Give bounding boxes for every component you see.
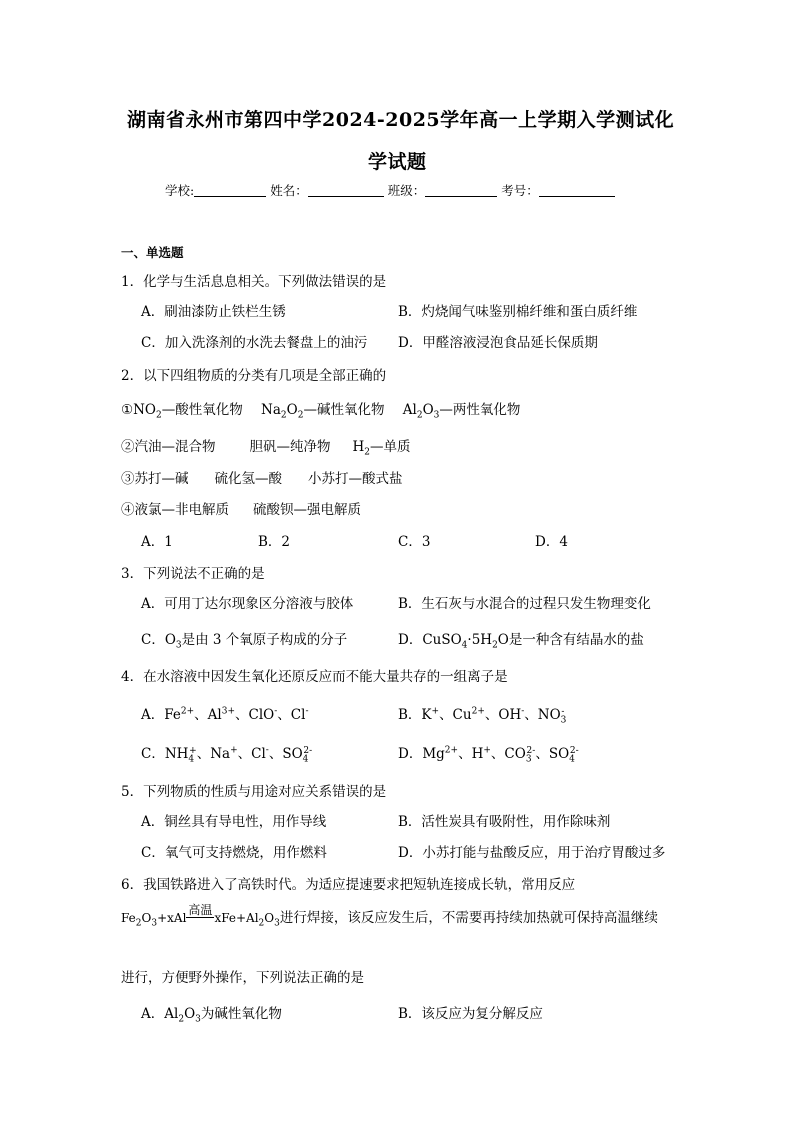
- q2-item: 胆矾—纯净物: [249, 439, 331, 455]
- q2-class-text: —碱性氧化物: [303, 402, 385, 418]
- subscript: 2: [416, 410, 423, 421]
- q2-group-1: [121, 398, 521, 421]
- formula-part: O: [184, 1006, 196, 1022]
- superscript: 2+: [180, 706, 195, 717]
- school-blank[interactable]: [194, 183, 266, 197]
- q1-option-d[interactable]: D．甲醛溶液浸泡食品延长保质期: [398, 335, 598, 351]
- ion: D．Mg: [398, 746, 445, 762]
- q2-class-text: —酸性氧化物: [161, 402, 243, 418]
- q2-item: 硫化氢—酸: [214, 471, 282, 487]
- subscript: 2: [258, 918, 265, 929]
- q3-option-b[interactable]: B．生石灰与水混合的过程只发生物理变化: [398, 596, 651, 612]
- q6-stem: 6．我国铁路进入了高铁时代。为适应提速要求把短轨连接成长轨，常用反应: [121, 877, 576, 893]
- subscript: 2: [492, 640, 498, 651]
- q5-option-a[interactable]: A．铜丝具有导电性，用作导线: [141, 814, 327, 830]
- q5-stem: 5．下列物质的性质与用途对应关系错误的是: [121, 784, 387, 800]
- option-text: 是一种含有结晶水的盐: [508, 632, 644, 648]
- option-text: C．O: [141, 632, 176, 648]
- formula-part: O: [286, 402, 298, 418]
- ion: 、ClO: [235, 707, 275, 723]
- name-label: 姓名：: [270, 183, 308, 198]
- exam-no-label: 考号：: [501, 183, 539, 198]
- subscript: 3: [195, 1014, 201, 1025]
- superscript: -: [521, 706, 525, 717]
- superscript: 2+: [471, 706, 485, 717]
- q4-option-b[interactable]: [398, 703, 567, 726]
- q1-option-b[interactable]: B．灼烧闻气味鉴别棉纤维和蛋白质纤维: [398, 304, 638, 320]
- q2-option-b[interactable]: B．2: [258, 534, 291, 550]
- formula-part: xFe+Al: [214, 911, 259, 925]
- ion: 、CO: [490, 746, 526, 762]
- ion: 、SO: [268, 746, 303, 762]
- ion: 、Cl: [277, 707, 306, 723]
- superscript: -: [265, 745, 269, 756]
- reaction-condition: [186, 903, 214, 918]
- subscript: 4: [569, 754, 575, 765]
- ion: A．Fe: [141, 707, 181, 723]
- q5-option-c[interactable]: C．氧气可支持燃烧，用作燃料: [141, 845, 327, 861]
- subscript: 4: [461, 640, 468, 651]
- exam-no-blank[interactable]: [539, 183, 615, 197]
- subscript: 3: [433, 410, 440, 421]
- q3-option-c[interactable]: [141, 628, 348, 651]
- superscript: 3+: [221, 706, 236, 717]
- q1-option-c[interactable]: C．加入洗涤剂的水洗去餐盘上的油污: [141, 335, 368, 351]
- subscript: 2: [280, 410, 287, 421]
- superscript: -: [561, 706, 565, 717]
- superscript: -: [305, 706, 309, 717]
- q3-option-a[interactable]: A．可用丁达尔现象区分溶液与胶体: [141, 596, 354, 612]
- q5-option-b[interactable]: B．活性炭具有吸附性，用作除味剂: [398, 814, 611, 830]
- option-text: D．: [398, 632, 423, 648]
- superscript: 2+: [444, 745, 459, 756]
- superscript: +: [189, 745, 197, 756]
- class-label: 班级：: [387, 183, 426, 198]
- subscript: 4: [188, 754, 195, 765]
- q3-option-d[interactable]: [398, 628, 644, 651]
- page-title-line1: 湖南省永州市第四中学2024-2025学年高一上学期入学测试化: [127, 109, 675, 131]
- formula-part: O: [141, 911, 152, 925]
- q2-item: ④液氯—非电解质: [121, 502, 229, 518]
- q2-item: —单质: [370, 439, 411, 455]
- q1-stem: 1．化学与生活息息相关。下列做法错误的是: [121, 274, 387, 290]
- subscript: 2: [297, 410, 304, 421]
- formula-cuso4: CuSO: [422, 632, 462, 648]
- formula-part: O: [422, 402, 434, 418]
- superscript: +: [230, 745, 238, 756]
- q6-option-b[interactable]: B．该反应为复分解反应: [398, 1006, 543, 1022]
- option-text: 是由 3 个氧原子构成的分子: [181, 632, 348, 648]
- q2-item: 小苏打—酸式盐: [308, 471, 403, 487]
- ion: 、Al: [194, 707, 222, 723]
- q3-stem: 3．下列说法不正确的是: [121, 566, 265, 582]
- q2-item: ③苏打—碱: [121, 471, 189, 487]
- q2-option-a[interactable]: A．1: [141, 534, 173, 550]
- subscript: 3: [175, 640, 182, 651]
- formula-part: ·5H: [467, 632, 493, 648]
- ion: 、H: [458, 746, 484, 762]
- q2-option-d[interactable]: D．4: [535, 534, 568, 550]
- option-text: A．Al: [141, 1006, 179, 1022]
- q2-item: ②汽油—混合物: [121, 439, 216, 455]
- formula-al2o3: Al: [402, 402, 417, 418]
- subscript: 3: [560, 715, 567, 726]
- q4-option-d[interactable]: [398, 742, 579, 765]
- ion: 、Cl: [237, 746, 266, 762]
- ion: 、SO: [535, 746, 570, 762]
- q2-stem: 2．以下四组物质的分类有几项是全部正确的: [121, 368, 387, 384]
- q2-class-text: —两性氧化物: [439, 402, 521, 418]
- formula-part: +xAl: [157, 911, 187, 925]
- ion: C．NH: [141, 746, 189, 762]
- superscript: -: [274, 706, 278, 717]
- q2-item: 硫酸钡—强电解质: [253, 502, 361, 518]
- ion: 、NO: [524, 707, 561, 723]
- q6-text: 进行焊接，该反应发生后，不需要再持续加热就可保持高温继续: [279, 910, 658, 926]
- q1-option-a[interactable]: A．刷油漆防止铁栏生锈: [141, 304, 286, 320]
- page-title-line2: 学试题: [368, 151, 427, 173]
- ion: 、OH: [484, 707, 522, 723]
- school-label: 学校:: [165, 183, 195, 198]
- class-blank[interactable]: [425, 183, 497, 197]
- name-blank[interactable]: [308, 183, 384, 197]
- q6-stem-line3: 进行，方便野外操作，下列说法正确的是: [121, 970, 364, 986]
- q6-equation-line: [121, 903, 658, 929]
- superscript: +: [483, 745, 491, 756]
- q2-group-1-num: ①: [121, 402, 134, 418]
- q2-option-c[interactable]: C．3: [398, 534, 431, 550]
- subscript: 2: [178, 1014, 185, 1025]
- condition-label: 高温: [188, 903, 213, 917]
- q4-stem: 4．在水溶液中因发生氧化还原反应而不能大量共存的一组离子是: [121, 669, 508, 685]
- ion: B．K: [398, 707, 432, 723]
- q4-option-a[interactable]: [141, 703, 308, 723]
- formula-no2: NO: [133, 402, 156, 418]
- q5-option-d[interactable]: D．小苏打能与盐酸反应，用于治疗胃酸过多: [398, 845, 666, 861]
- subscript: 3: [151, 918, 158, 929]
- formula-part: O: [497, 632, 509, 648]
- subscript: 2: [135, 918, 142, 929]
- q4-option-c[interactable]: [141, 742, 313, 765]
- q2-group-2: [121, 435, 411, 458]
- subscript: 3: [525, 754, 532, 765]
- superscript: 2-: [526, 745, 536, 756]
- option-text: 为碱性氧化物: [200, 1006, 282, 1022]
- q2-group-4: [121, 498, 361, 518]
- q2-group-3: [121, 467, 403, 487]
- section-heading: 一、单选题: [121, 245, 184, 260]
- superscript: +: [431, 706, 440, 717]
- formula-na2o2: Na: [261, 402, 281, 418]
- formula-h2: H: [352, 439, 365, 455]
- superscript: 2-: [303, 745, 313, 756]
- q6-option-a[interactable]: [141, 1002, 282, 1025]
- ion: 、Na: [196, 746, 231, 762]
- subscript: 3: [274, 918, 280, 929]
- formula-part: Fe: [121, 911, 136, 925]
- student-info-row: [165, 181, 615, 199]
- subscript: 4: [302, 754, 309, 765]
- subscript: 2: [156, 410, 162, 421]
- subscript: 2: [364, 447, 371, 458]
- formula-part: O: [264, 911, 275, 925]
- superscript: 2-: [569, 745, 579, 756]
- ion: 、Cu: [439, 707, 472, 723]
